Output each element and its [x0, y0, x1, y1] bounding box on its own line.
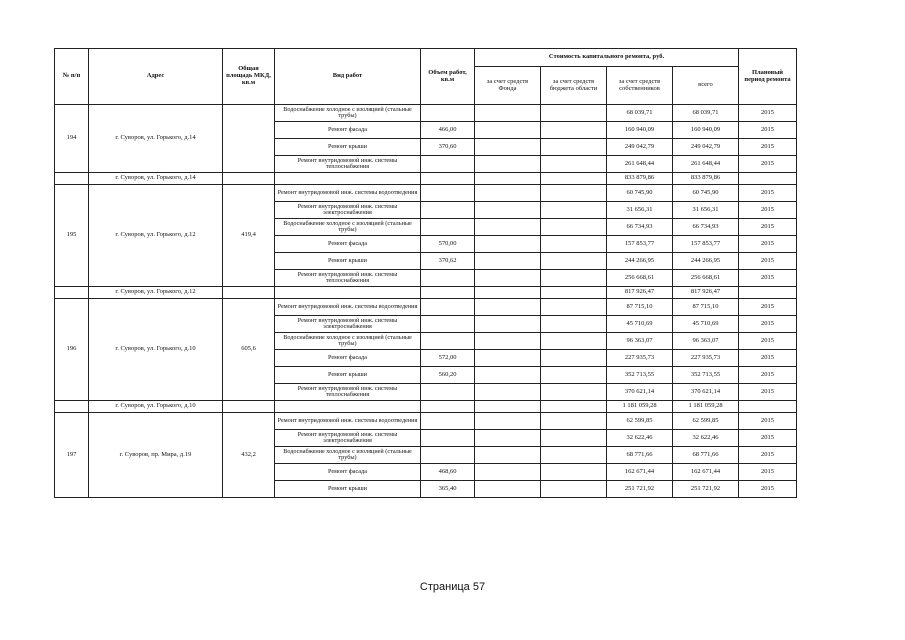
row-number: 197 — [55, 413, 89, 498]
volume-cell: 370,62 — [421, 253, 475, 270]
subtotal-spacer — [55, 287, 89, 299]
subtotal-spacer — [541, 401, 607, 413]
cost-total-cell: 157 853,77 — [673, 236, 739, 253]
header-cost-owners: за счет средств собственников — [607, 67, 673, 105]
subtotal-spacer — [475, 287, 541, 299]
table-row — [55, 105, 797, 122]
volume-cell: 570,00 — [421, 236, 475, 253]
header-address: Адрес — [89, 49, 223, 105]
subtotal-total: 817 926,47 — [673, 287, 739, 299]
cost-total-cell: 31 656,31 — [673, 202, 739, 219]
subtotal-spacer — [421, 173, 475, 185]
work-type-cell: Ремонт крыши — [275, 139, 421, 156]
period-cell: 2015 — [739, 202, 797, 219]
area-cell: 432,2 — [223, 413, 275, 498]
cost-fund-cell — [475, 316, 541, 333]
period-cell: 2015 — [739, 447, 797, 464]
table-row — [55, 185, 797, 202]
cost-total-cell: 68 771,66 — [673, 447, 739, 464]
cost-fund-cell — [475, 219, 541, 236]
volume-cell — [421, 430, 475, 447]
cost-fund-cell — [475, 447, 541, 464]
subtotal-row — [55, 401, 797, 413]
volume-cell — [421, 185, 475, 202]
cost-total-cell: 45 710,69 — [673, 316, 739, 333]
subtotal-row — [55, 287, 797, 299]
cost-budget-cell — [541, 253, 607, 270]
volume-cell: 365,40 — [421, 481, 475, 498]
area-cell — [223, 105, 275, 173]
work-type-cell: Ремонт фасада — [275, 350, 421, 367]
cost-budget-cell — [541, 156, 607, 173]
table-header — [55, 49, 797, 105]
subtotal-spacer — [223, 287, 275, 299]
cost-fund-cell — [475, 481, 541, 498]
cost-budget-cell — [541, 333, 607, 350]
cost-fund-cell — [475, 299, 541, 316]
cost-owners-cell: 66 734,93 — [607, 219, 673, 236]
volume-cell — [421, 156, 475, 173]
cost-owners-cell: 249 042,79 — [607, 139, 673, 156]
area-cell: 605,6 — [223, 299, 275, 401]
cost-owners-cell: 68 039,71 — [607, 105, 673, 122]
cost-owners-cell: 261 648,44 — [607, 156, 673, 173]
period-cell: 2015 — [739, 122, 797, 139]
cost-total-cell: 62 599,85 — [673, 413, 739, 430]
cost-budget-cell — [541, 105, 607, 122]
volume-cell — [421, 413, 475, 430]
volume-cell: 468,60 — [421, 464, 475, 481]
period-cell: 2015 — [739, 316, 797, 333]
period-cell: 2015 — [739, 367, 797, 384]
cost-total-cell: 68 039,71 — [673, 105, 739, 122]
cost-budget-cell — [541, 219, 607, 236]
cost-fund-cell — [475, 236, 541, 253]
cost-owners-cell: 256 668,61 — [607, 270, 673, 287]
header-num: № п/п — [55, 49, 89, 105]
period-cell: 2015 — [739, 464, 797, 481]
volume-cell — [421, 299, 475, 316]
cost-fund-cell — [475, 464, 541, 481]
cost-budget-cell — [541, 122, 607, 139]
subtotal-spacer — [739, 173, 797, 185]
cost-total-cell: 162 671,44 — [673, 464, 739, 481]
cost-total-cell: 256 668,61 — [673, 270, 739, 287]
cost-budget-cell — [541, 270, 607, 287]
cost-total-cell: 244 266,95 — [673, 253, 739, 270]
cost-owners-cell: 60 745,90 — [607, 185, 673, 202]
volume-cell: 572,00 — [421, 350, 475, 367]
cost-fund-cell — [475, 350, 541, 367]
cost-total-cell: 87 715,10 — [673, 299, 739, 316]
subtotal-spacer — [223, 401, 275, 413]
row-number: 194 — [55, 105, 89, 173]
subtotal-spacer — [541, 287, 607, 299]
cost-fund-cell — [475, 333, 541, 350]
address-cell: г. Суворов, ул. Горького, д.14 — [89, 105, 223, 173]
subtotal-spacer — [275, 401, 421, 413]
volume-cell: 560,20 — [421, 367, 475, 384]
page-number: Страница 57 — [419, 581, 486, 593]
subtotal-label: г. Суворов, ул. Горького, д.12 — [89, 287, 223, 299]
cost-total-cell: 370 621,14 — [673, 384, 739, 401]
subtotal-spacer — [421, 401, 475, 413]
header-period: Плановый период ремонта — [739, 49, 797, 105]
subtotal-spacer — [739, 401, 797, 413]
work-type-cell: Ремонт внутридомовой инж. системы водоотведения — [275, 413, 421, 430]
table-body — [55, 105, 797, 498]
cost-total-cell: 60 745,90 — [673, 185, 739, 202]
row-number: 196 — [55, 299, 89, 401]
volume-cell — [421, 219, 475, 236]
subtotal-spacer — [541, 173, 607, 185]
cost-budget-cell — [541, 367, 607, 384]
volume-cell — [421, 270, 475, 287]
cost-budget-cell — [541, 350, 607, 367]
cost-fund-cell — [475, 122, 541, 139]
cost-owners-cell: 227 935,73 — [607, 350, 673, 367]
cost-budget-cell — [541, 202, 607, 219]
header-cost-budget: за счет средств бюджета области — [541, 67, 607, 105]
cost-fund-cell — [475, 139, 541, 156]
volume-cell: 466,00 — [421, 122, 475, 139]
repair-cost-table — [54, 48, 797, 498]
period-cell: 2015 — [739, 299, 797, 316]
subtotal-total: 1 181 059,28 — [673, 401, 739, 413]
subtotal-row — [55, 173, 797, 185]
cost-budget-cell — [541, 481, 607, 498]
volume-cell — [421, 105, 475, 122]
work-type-cell: Ремонт внутридомовой инж. системы электроснабжения — [275, 430, 421, 447]
period-cell: 2015 — [739, 185, 797, 202]
cost-fund-cell — [475, 185, 541, 202]
work-type-cell: Ремонт внутридомовой инж. системы теплоснабжения — [275, 156, 421, 173]
work-type-cell: Водоснабжение холодное с изоляцией (стальные трубы) — [275, 105, 421, 122]
work-type-cell: Ремонт крыши — [275, 481, 421, 498]
work-type-cell: Ремонт фасада — [275, 122, 421, 139]
subtotal-spacer — [275, 287, 421, 299]
cost-budget-cell — [541, 316, 607, 333]
cost-fund-cell — [475, 384, 541, 401]
cost-total-cell: 352 713,55 — [673, 367, 739, 384]
work-type-cell: Водоснабжение холодное с изоляцией (стальные трубы) — [275, 447, 421, 464]
period-cell: 2015 — [739, 333, 797, 350]
work-type-cell: Ремонт фасада — [275, 236, 421, 253]
cost-owners-cell: 370 621,14 — [607, 384, 673, 401]
period-cell: 2015 — [739, 481, 797, 498]
cost-owners-cell: 68 771,66 — [607, 447, 673, 464]
period-cell: 2015 — [739, 105, 797, 122]
cost-fund-cell — [475, 202, 541, 219]
cost-fund-cell — [475, 367, 541, 384]
subtotal-label: г. Суворов, ул. Горького, д.14 — [89, 173, 223, 185]
subtotal-label: г. Суворов, ул. Горького, д.10 — [89, 401, 223, 413]
volume-cell — [421, 333, 475, 350]
header-cost-fund: за счет средств Фонда — [475, 67, 541, 105]
subtotal-spacer — [223, 173, 275, 185]
cost-total-cell: 251 721,92 — [673, 481, 739, 498]
cost-budget-cell — [541, 299, 607, 316]
period-cell: 2015 — [739, 156, 797, 173]
period-cell: 2015 — [739, 270, 797, 287]
cost-fund-cell — [475, 105, 541, 122]
cost-owners-cell: 244 266,95 — [607, 253, 673, 270]
cost-total-cell: 66 734,93 — [673, 219, 739, 236]
cost-budget-cell — [541, 185, 607, 202]
volume-cell — [421, 447, 475, 464]
cost-fund-cell — [475, 430, 541, 447]
cost-fund-cell — [475, 253, 541, 270]
address-cell: г. Суворов, ул. Горького, д.12 — [89, 185, 223, 287]
header-volume: Объем работ, кв.м — [421, 49, 475, 105]
cost-fund-cell — [475, 156, 541, 173]
cost-fund-cell — [475, 270, 541, 287]
subtotal-owners: 1 181 059,28 — [607, 401, 673, 413]
period-cell: 2015 — [739, 350, 797, 367]
cost-owners-cell: 160 940,09 — [607, 122, 673, 139]
cost-budget-cell — [541, 464, 607, 481]
cost-owners-cell: 96 363,07 — [607, 333, 673, 350]
cost-total-cell: 261 648,44 — [673, 156, 739, 173]
cost-fund-cell — [475, 413, 541, 430]
table-row — [55, 413, 797, 430]
period-cell: 2015 — [739, 253, 797, 270]
subtotal-spacer — [475, 401, 541, 413]
period-cell: 2015 — [739, 430, 797, 447]
header-cost-total: всего — [673, 67, 739, 105]
subtotal-spacer — [275, 173, 421, 185]
header-work-type: Вид работ — [275, 49, 421, 105]
work-type-cell: Ремонт внутридомовой инж. системы электроснабжения — [275, 202, 421, 219]
cost-owners-cell: 162 671,44 — [607, 464, 673, 481]
period-cell: 2015 — [739, 384, 797, 401]
address-cell: г. Суворов, ул. Горького, д.10 — [89, 299, 223, 401]
cost-owners-cell: 87 715,10 — [607, 299, 673, 316]
subtotal-spacer — [421, 287, 475, 299]
cost-budget-cell — [541, 139, 607, 156]
subtotal-spacer — [739, 287, 797, 299]
work-type-cell: Ремонт внутридомовой инж. системы теплоснабжения — [275, 270, 421, 287]
subtotal-total: 833 879,86 — [673, 173, 739, 185]
cost-owners-cell: 157 853,77 — [607, 236, 673, 253]
cost-total-cell: 96 363,07 — [673, 333, 739, 350]
table-row — [55, 299, 797, 316]
address-cell: г. Суворов, пр. Мира, д.19 — [89, 413, 223, 498]
work-type-cell: Водоснабжение холодное с изоляцией (стальные трубы) — [275, 219, 421, 236]
cost-total-cell: 32 622,46 — [673, 430, 739, 447]
work-type-cell: Водоснабжение холодное с изоляцией (стальные трубы) — [275, 333, 421, 350]
work-type-cell: Ремонт крыши — [275, 367, 421, 384]
work-type-cell: Ремонт внутридомовой инж. системы водоотведения — [275, 299, 421, 316]
volume-cell — [421, 316, 475, 333]
header-cost-group: Стоимость капитального ремонта, руб. — [475, 49, 739, 67]
cost-owners-cell: 352 713,55 — [607, 367, 673, 384]
period-cell: 2015 — [739, 236, 797, 253]
area-cell: 419,4 — [223, 185, 275, 287]
cost-owners-cell: 32 622,46 — [607, 430, 673, 447]
work-type-cell: Ремонт внутридомовой инж. системы электроснабжения — [275, 316, 421, 333]
subtotal-owners: 817 926,47 — [607, 287, 673, 299]
cost-budget-cell — [541, 236, 607, 253]
cost-owners-cell: 251 721,92 — [607, 481, 673, 498]
cost-budget-cell — [541, 447, 607, 464]
row-number: 195 — [55, 185, 89, 287]
volume-cell — [421, 202, 475, 219]
cost-total-cell: 249 042,79 — [673, 139, 739, 156]
work-type-cell: Ремонт внутридомовой инж. системы водоотведения — [275, 185, 421, 202]
subtotal-spacer — [475, 173, 541, 185]
cost-total-cell: 227 935,73 — [673, 350, 739, 367]
cost-owners-cell: 45 710,69 — [607, 316, 673, 333]
cost-budget-cell — [541, 384, 607, 401]
subtotal-spacer — [55, 401, 89, 413]
cost-total-cell: 160 940,09 — [673, 122, 739, 139]
work-type-cell: Ремонт фасада — [275, 464, 421, 481]
cost-owners-cell: 62 599,85 — [607, 413, 673, 430]
period-cell: 2015 — [739, 219, 797, 236]
subtotal-spacer — [55, 173, 89, 185]
subtotal-owners: 833 879,86 — [607, 173, 673, 185]
work-type-cell: Ремонт внутридомовой инж. системы теплоснабжения — [275, 384, 421, 401]
header-area: Общая площадь МКД, кв.м — [223, 49, 275, 105]
period-cell: 2015 — [739, 139, 797, 156]
volume-cell: 370,60 — [421, 139, 475, 156]
period-cell: 2015 — [739, 413, 797, 430]
cost-owners-cell: 31 656,31 — [607, 202, 673, 219]
cost-budget-cell — [541, 430, 607, 447]
cost-budget-cell — [541, 413, 607, 430]
work-type-cell: Ремонт крыши — [275, 253, 421, 270]
volume-cell — [421, 384, 475, 401]
